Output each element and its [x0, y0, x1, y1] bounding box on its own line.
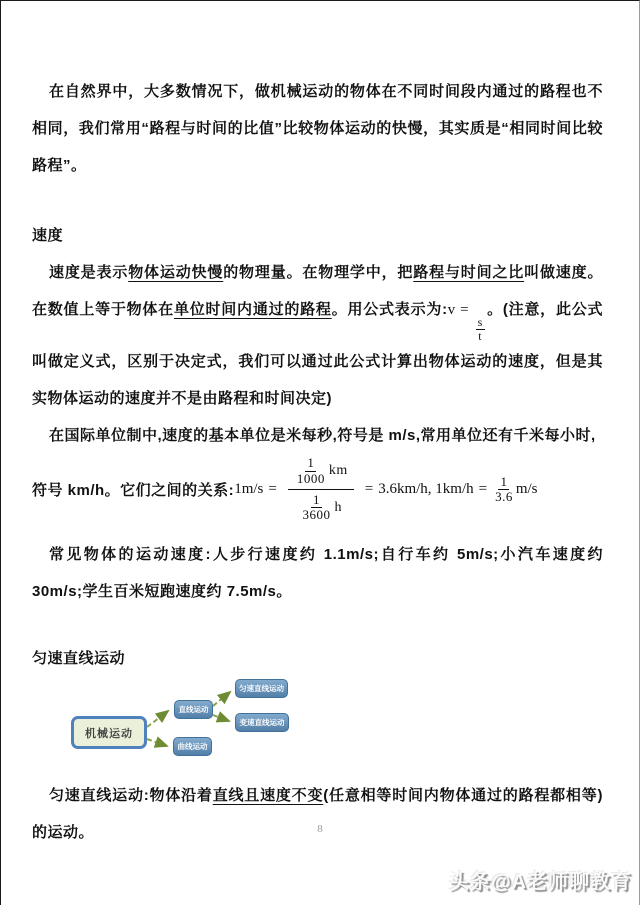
- heading-speed: 速度: [32, 227, 64, 244]
- big-fraction-numerator: [288, 456, 354, 490]
- unit-conversion-formula: [32, 450, 603, 528]
- underlined-text-run: 物体运动快慢: [128, 264, 224, 281]
- formula-mid: 3.6km/h, 1km/h: [378, 480, 474, 497]
- fraction-1-3600: $\frac{1}{3600}$: [302, 491, 331, 523]
- m-s-fraction-group: [492, 475, 537, 505]
- text-run: $\frac{s}{t}$: [477, 315, 483, 344]
- text-run: 在自然界中，大多数情况下，做机械运动的物体在不同时间段内通过的路程也不相同，我们常用“路程与时间的比值”比较物体运动的快慢，其实质是“相同时间比较路程”。: [32, 83, 603, 174]
- equals-sign: =: [364, 480, 374, 497]
- underlined-text-run: 直线且速度不变: [212, 787, 324, 805]
- paragraph-common-speeds: [32, 536, 603, 610]
- diagram-node-curved-motion: 曲线运动: [173, 737, 212, 756]
- paragraph-uniform-motion-definition: [32, 777, 603, 851]
- text-run: 匀速直线运动:物体沿着: [49, 787, 213, 805]
- diagram-node-variable-linear-motion: 变速直线运动: [235, 713, 289, 732]
- big-fraction-denominator: [294, 490, 349, 523]
- motion-classification-diagram: [32, 677, 603, 777]
- text-run: v =: [447, 302, 474, 318]
- text-run: 常见物体的运动速度:人步行速度约 1.1m/s;自行车约 5m/s;小汽车速度约 30m/s;学生百米短跑速度约 7.5m/s。: [32, 546, 603, 601]
- diagram-node-uniform-linear-motion: 匀速直线运动: [235, 679, 288, 698]
- equals-sign: =: [478, 480, 488, 497]
- unit-h: h: [334, 499, 343, 515]
- diagram-node-mechanical-motion: 机械运动: [71, 716, 147, 749]
- fraction-1-1000: $\frac{1}{1000}$: [296, 455, 325, 486]
- page-number: 8: [317, 823, 323, 835]
- diagram-node-linear-motion: 直线运动: [174, 700, 213, 719]
- formula-prefix: 符号 km/h。它们之间的关系:: [32, 481, 235, 499]
- unit-m-s: m/s: [515, 480, 538, 497]
- text-run: 速度是表示: [49, 264, 129, 281]
- fraction-1-3point6: $\frac{1}{3.6}$: [495, 473, 513, 504]
- formula-lhs: 1m/s: [234, 480, 264, 497]
- text-run: 的物理量。在物理学中，把: [223, 264, 414, 281]
- km-h-big-fraction: [288, 456, 354, 522]
- text-run: (任意相等时间内物体通过的路程都相等)的运动。: [32, 787, 603, 842]
- underlined-text-run: 路程与时间之比: [413, 264, 525, 281]
- toutiao-watermark: 头条@A老师聊教育: [449, 871, 632, 893]
- underlined-text-run: 单位时间内通过的路程: [173, 301, 332, 318]
- text-run: 叫做速度。在数值上等于物体在: [32, 264, 603, 318]
- text-run: 。(注意，此公式叫做定义式，区别于决定式，我们可以通过此公式计算出物体运动的速度，但是其实物体运动的速度并不是由路程和时间决定): [32, 301, 603, 408]
- paragraph-units-line1: 在国际单位制中,速度的基本单位是米每秒,符号是 m/s,常用单位还有千米每小时,: [49, 427, 596, 445]
- text-run: 。用公式表示为:: [331, 301, 448, 318]
- equals-sign: =: [268, 480, 277, 497]
- paragraph-intro: [32, 73, 603, 184]
- heading-uniform-motion: 匀速直线运动: [32, 650, 126, 668]
- unit-km: km: [328, 463, 348, 479]
- paragraph-speed-definition: [32, 254, 603, 417]
